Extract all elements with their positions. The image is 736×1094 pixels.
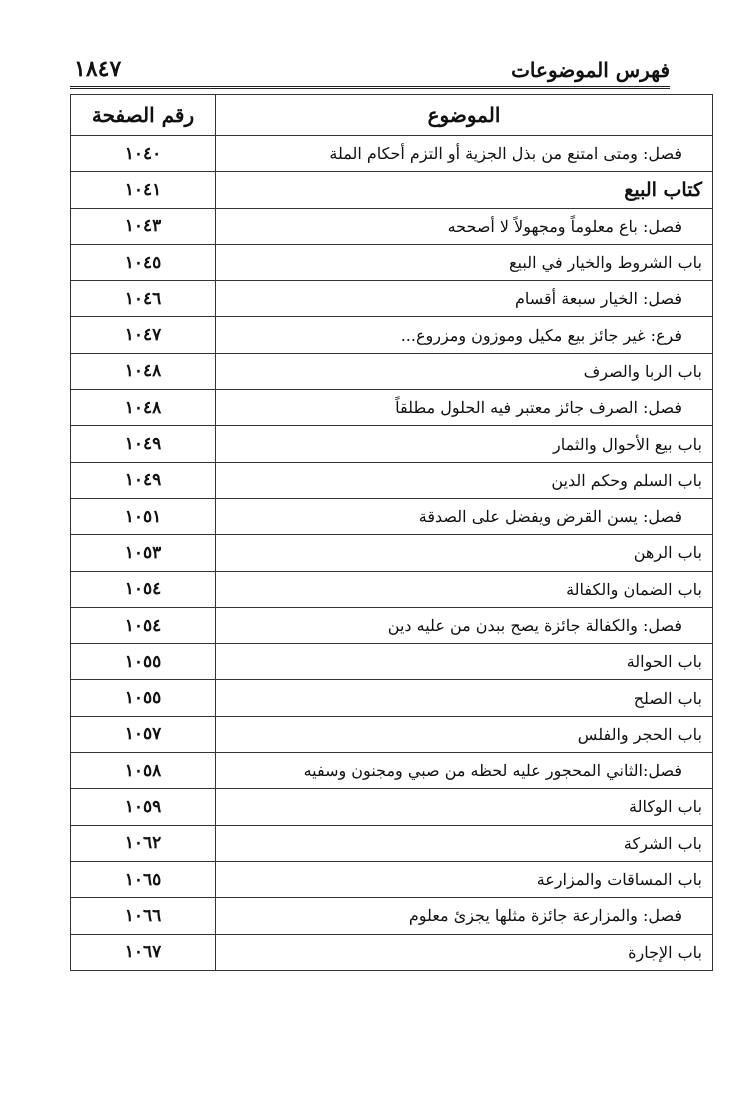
topic-cell: فصل:الثاني المحجور عليه لحظه من صبي ومجنون وسفيه (216, 753, 713, 789)
table-row (71, 498, 713, 534)
topic-cell: باب الصلح (216, 680, 713, 716)
index-table (70, 94, 713, 971)
topic-cell: فصل: الصرف جائز معتبر فيه الحلول مطلقاً (216, 390, 713, 426)
page-cell: ١٠٥١ (71, 498, 216, 534)
topic-cell: باب الضمان والكفالة (216, 571, 713, 607)
topic-cell: باب الإجارة (216, 934, 713, 970)
topic-cell: باب الشروط والخيار في البيع (216, 244, 713, 280)
table-row (71, 208, 713, 244)
running-title: فهرس الموضوعات (511, 58, 670, 82)
topic-cell: فصل: يسن القرض ويفضل على الصدقة (216, 498, 713, 534)
page-cell: ١٠٤٦ (71, 281, 216, 317)
page-cell: ١٠٤٩ (71, 426, 216, 462)
page-cell: ١٠٥٨ (71, 753, 216, 789)
topic-cell: باب بيع الأحوال والثمار (216, 426, 713, 462)
page-cell: ١٠٤١ (71, 172, 216, 208)
page-cell: ١٠٦٢ (71, 825, 216, 861)
topic-cell: فصل: الخيار سبعة أقسام (216, 281, 713, 317)
topic-cell: فصل: والمزارعة جائزة مثلها يجزئ معلوم (216, 898, 713, 934)
table-row (71, 281, 713, 317)
page-cell: ١٠٥٣ (71, 535, 216, 571)
table-row (71, 390, 713, 426)
topic-cell: فصل: ومتى امتنع من بذل الجزية أو التزم أحكام الملة (216, 136, 713, 172)
page-header (70, 52, 670, 86)
topic-cell: فصل: باع معلوماً ومجهولاً لا أصححه (216, 208, 713, 244)
topic-cell: باب السلم وحكم الدين (216, 462, 713, 498)
topic-column-header: الموضوع (216, 95, 713, 136)
table-row (71, 607, 713, 643)
page-cell: ١٠٥٩ (71, 789, 216, 825)
table-row (71, 680, 713, 716)
page-cell: ١٠٥٧ (71, 716, 216, 752)
table-row (71, 716, 713, 752)
topic-cell: باب الرهن (216, 535, 713, 571)
topic-cell: فصل: والكفالة جائزة يصح ببدن من عليه دين (216, 607, 713, 643)
page-cell: ١٠٦٦ (71, 898, 216, 934)
table-row (71, 353, 713, 389)
topic-cell: باب الربا والصرف (216, 353, 713, 389)
table-header-row (71, 95, 713, 136)
page-cell: ١٠٤٠ (71, 136, 216, 172)
table-row (71, 172, 713, 208)
page-cell: ١٠٤٨ (71, 390, 216, 426)
table-row (71, 898, 713, 934)
table-row (71, 934, 713, 970)
table-row (71, 644, 713, 680)
topic-cell: باب المساقات والمزارعة (216, 861, 713, 897)
table-row (71, 535, 713, 571)
page-cell: ١٠٦٧ (71, 934, 216, 970)
table-row (71, 825, 713, 861)
page-cell: ١٠٥٥ (71, 644, 216, 680)
chapter-title: كتاب البيع (216, 172, 713, 208)
topic-cell: باب الحوالة (216, 644, 713, 680)
page-number: ١٨٤٧ (74, 56, 122, 82)
table-row (71, 426, 713, 462)
page-column-header: رقم الصفحة (71, 95, 216, 136)
table-row (71, 136, 713, 172)
table-row (71, 571, 713, 607)
page-cell: ١٠٥٥ (71, 680, 216, 716)
table-row (71, 462, 713, 498)
page-cell: ١٠٤٨ (71, 353, 216, 389)
topic-cell: فرع: غير جائز بيع مكيل وموزون ومزروع... (216, 317, 713, 353)
page-cell: ١٠٤٩ (71, 462, 216, 498)
table-row (71, 753, 713, 789)
topic-cell: باب الوكالة (216, 789, 713, 825)
page-cell: ١٠٤٧ (71, 317, 216, 353)
header-rule (70, 86, 670, 89)
page-cell: ١٠٤٥ (71, 244, 216, 280)
page-cell: ١٠٦٥ (71, 861, 216, 897)
topic-cell: باب الحجر والفلس (216, 716, 713, 752)
page-cell: ١٠٥٤ (71, 607, 216, 643)
table-row (71, 317, 713, 353)
table-row (71, 861, 713, 897)
table-row (71, 244, 713, 280)
topic-cell: باب الشركة (216, 825, 713, 861)
page-cell: ١٠٥٤ (71, 571, 216, 607)
table-row (71, 789, 713, 825)
page-cell: ١٠٤٣ (71, 208, 216, 244)
index-body (71, 136, 713, 971)
